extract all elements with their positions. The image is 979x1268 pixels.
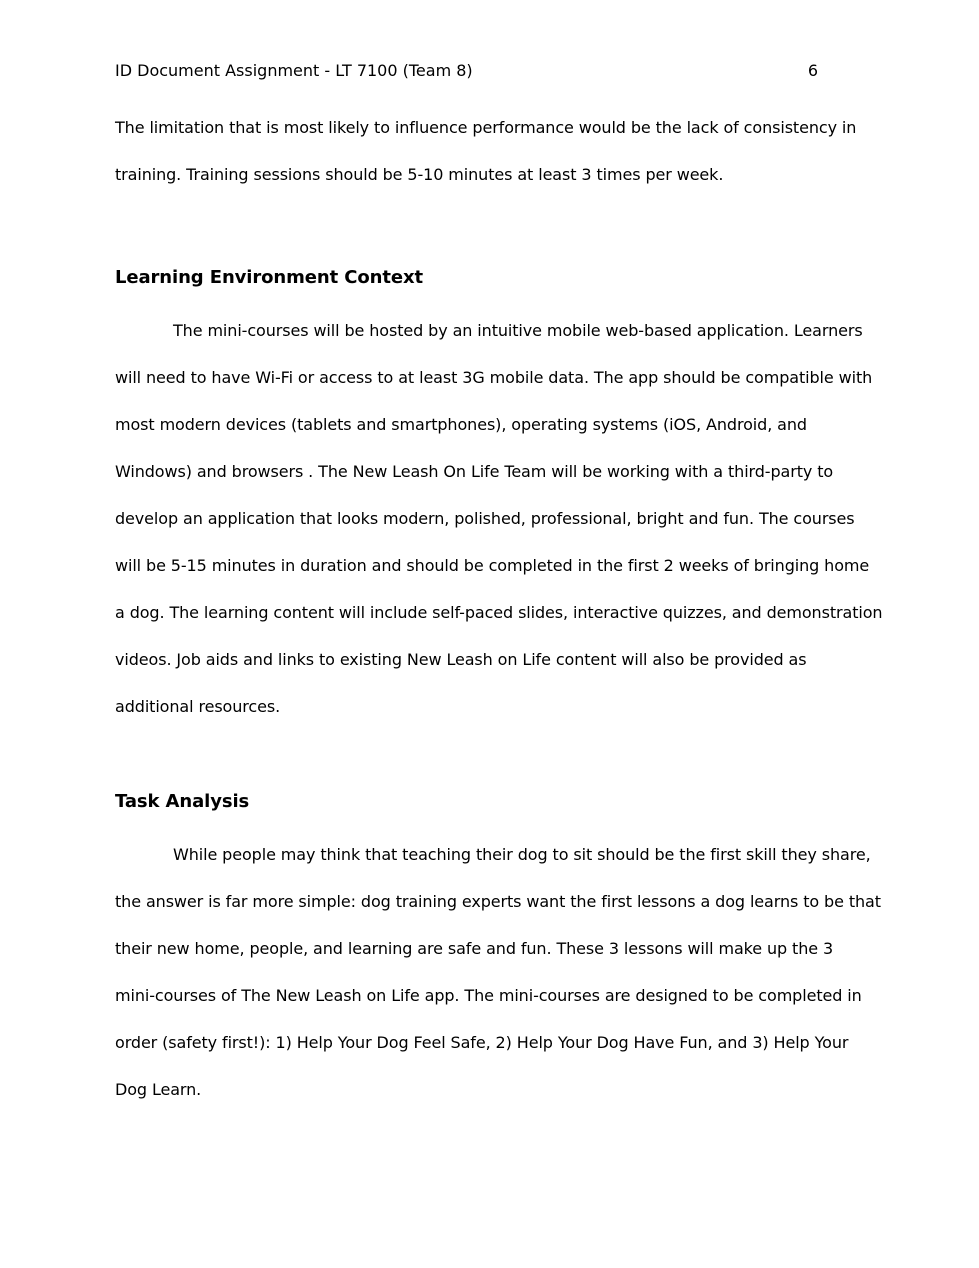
paragraph-line: a dog. The learning content will include self-paced slides, interactive quizzes, and demonstration <box>115 603 883 622</box>
paragraph-line: Dog Learn. <box>115 1080 202 1099</box>
paragraph-line: The limitation that is most likely to influence performance would be the lack of consistency in <box>115 118 857 137</box>
section-heading-learning-environment: Learning Environment Context <box>115 267 423 288</box>
paragraph-line: additional resources. <box>115 697 281 716</box>
paragraph-line: The mini-courses will be hosted by an intuitive mobile web-based application. Learners <box>173 321 863 340</box>
section-heading-task-analysis: Task Analysis <box>115 791 250 812</box>
page-number: 6 <box>807 61 818 80</box>
paragraph-line: their new home, people, and learning are safe and fun. These 3 lessons will make up the 3 <box>115 939 834 958</box>
header-title: ID Document Assignment - LT 7100 (Team 8) <box>115 61 473 80</box>
paragraph-line: training. Training sessions should be 5-10 minutes at least 3 times per week. <box>115 165 724 184</box>
paragraph-line: most modern devices (tablets and smartphones), operating systems (iOS, Android, and <box>115 415 807 434</box>
paragraph-line: will need to have Wi-Fi or access to at least 3G mobile data. The app should be compatible with <box>115 368 873 387</box>
paragraph-line: videos. Job aids and links to existing New Leash on Life content will also be provided as <box>115 650 807 669</box>
paragraph-line: order (safety first!): 1) Help Your Dog Feel Safe, 2) Help Your Dog Have Fun, and 3) Help Your <box>115 1033 849 1052</box>
running-header <box>115 59 818 83</box>
paragraph-line: While people may think that teaching their dog to sit should be the first skill they share, <box>173 845 871 864</box>
paragraph-line: mini-courses of The New Leash on Life app. The mini-courses are designed to be completed in <box>115 986 862 1005</box>
paragraph-line: the answer is far more simple: dog training experts want the first lessons a dog learns to be that <box>115 892 881 911</box>
paragraph-line: develop an application that looks modern, polished, professional, bright and fun. The courses <box>115 509 855 528</box>
paragraph-line: will be 5-15 minutes in duration and should be completed in the first 2 weeks of bringing home <box>115 556 870 575</box>
paragraph-line: Windows) and browsers . The New Leash On Life Team will be working with a third-party to <box>115 462 834 481</box>
